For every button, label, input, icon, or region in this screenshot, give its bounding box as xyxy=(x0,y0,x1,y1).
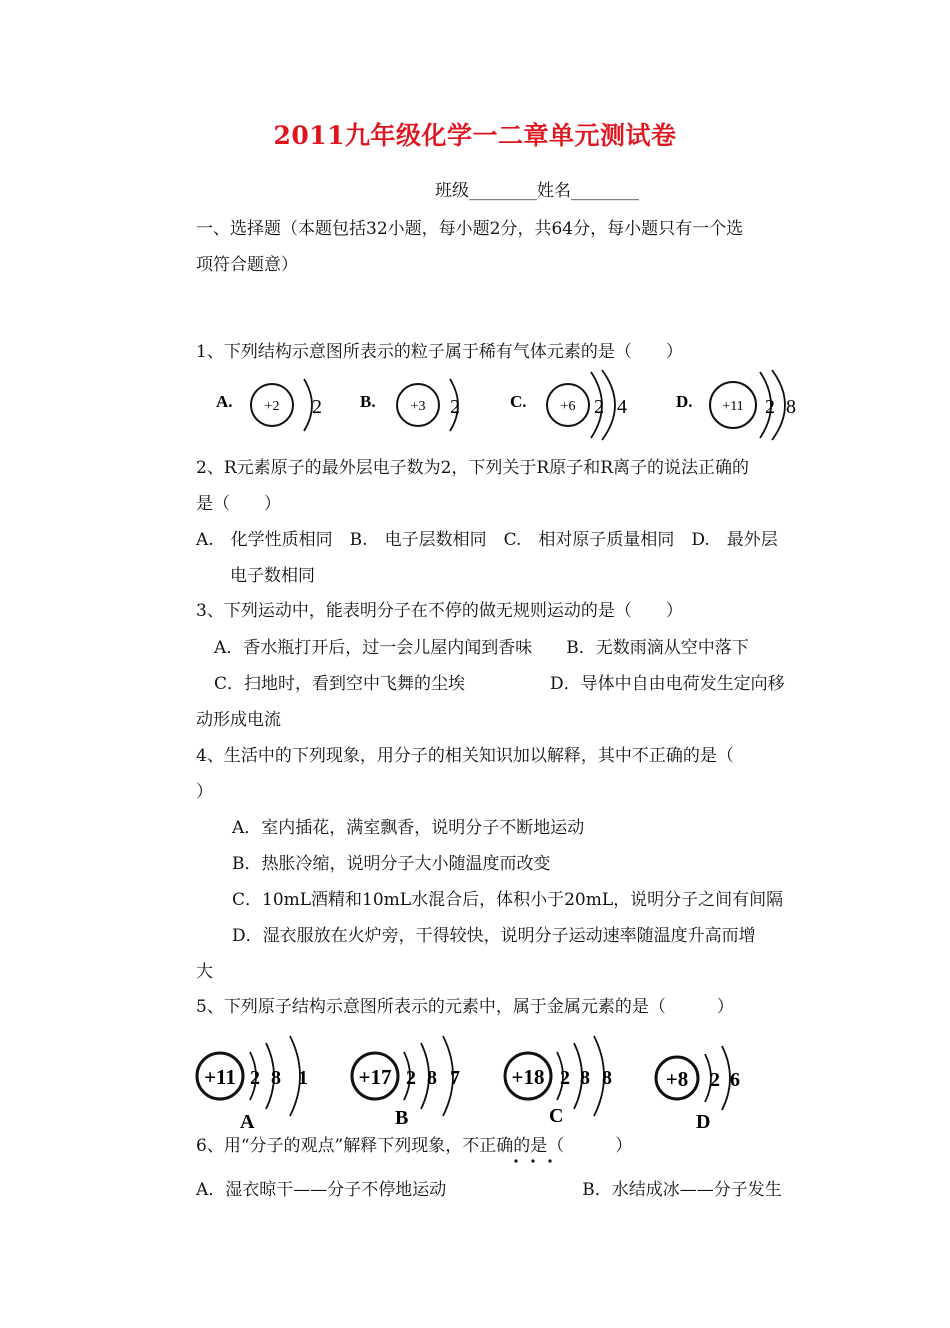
q5-option-c-shell-3: 8 xyxy=(602,1067,612,1089)
q5-option-b-letter: B xyxy=(395,1107,409,1129)
q5-option-a-shell-2: 8 xyxy=(271,1067,281,1089)
q1-option-c-shell-2: 4 xyxy=(617,396,627,418)
q1-option-a[interactable] xyxy=(216,379,322,431)
q1-option-c-nucleus: +6 xyxy=(560,399,576,414)
q3-stem: 3、下列运动中，能表明分子在不停的做无规则运动的是（ ） xyxy=(196,601,683,621)
section1-heading: 一、选择题（本题包括32小题，每小题2分，共64分，每小题只有一个选 xyxy=(196,219,744,239)
q5-option-c[interactable] xyxy=(505,1036,612,1127)
q3-options-cd-cont: 动形成电流 xyxy=(196,710,281,730)
q1-stem: 1、下列结构示意图所表示的粒子属于稀有气体元素的是（ ） xyxy=(196,342,683,362)
q5-option-b-shell-2: 8 xyxy=(427,1067,437,1089)
q5-option-d-shell-1: 2 xyxy=(710,1069,720,1091)
q1-option-c[interactable] xyxy=(510,370,627,440)
q1-option-b-nucleus: +3 xyxy=(410,399,426,414)
q4-option-d: D．湿衣服放在火炉旁，干得较快，说明分子运动速率随温度升高而增 xyxy=(232,926,756,946)
electron-shell-arc xyxy=(304,379,312,431)
q1-option-a-letter: A. xyxy=(216,392,233,411)
q5-option-c-letter: C xyxy=(549,1105,564,1127)
q5-option-d-letter: D xyxy=(696,1111,711,1132)
section1-heading-cont: 项符合题意） xyxy=(196,255,298,275)
q6-options: A．湿衣晾干——分子不停地运动 B．水结成冰——分子发生 xyxy=(196,1180,782,1200)
q5-option-a-shell-3: 1 xyxy=(298,1067,308,1089)
q3-options-cd: C．扫地时，看到空中飞舞的尘埃 D．导体中自由电荷发生定向移 xyxy=(214,674,785,694)
q5-option-a-shell-1: 2 xyxy=(250,1067,260,1089)
q1-option-c-letter: C. xyxy=(510,392,527,411)
q5-stem: 5、下列原子结构示意图所表示的元素中，属于金属元素的是（ ） xyxy=(196,997,734,1017)
emphasis-dots xyxy=(510,1157,560,1165)
exam-title: 2011九年级化学一二章单元测试卷 xyxy=(273,121,677,150)
q4-option-b: B．热胀冷缩，说明分子大小随温度而改变 xyxy=(232,854,551,874)
q5-option-d[interactable] xyxy=(656,1046,740,1132)
q1-option-a-shell-1: 2 xyxy=(312,396,322,418)
q1-option-d-shell-1: 2 xyxy=(765,396,775,418)
q5-option-c-nucleus: +18 xyxy=(511,1065,545,1089)
q5-option-c-shell-2: 8 xyxy=(580,1067,590,1089)
q5-option-b-shell-3: 7 xyxy=(450,1067,460,1089)
q5-diagrams xyxy=(190,1030,770,1132)
q1-option-d-letter: D. xyxy=(676,392,693,411)
q2-options: A. 化学性质相同 B. 电子层数相同 C. 相对原子质量相同 D. 最外层 xyxy=(196,530,778,550)
q4-option-c: C．10mL酒精和10mL水混合后，体积小于20mL，说明分子之间有间隔 xyxy=(232,890,784,910)
q1-diagrams xyxy=(196,368,836,443)
q5-option-d-nucleus: +8 xyxy=(665,1067,689,1091)
q5-option-b-shell-1: 2 xyxy=(406,1067,416,1089)
class-name-line: 班级________姓名________ xyxy=(435,181,639,201)
q2-stem: 2、R元素原子的最外层电子数为2，下列关于R原子和R离子的说法正确的 xyxy=(196,458,750,478)
q1-option-d[interactable] xyxy=(676,370,796,440)
q5-option-a[interactable] xyxy=(197,1036,308,1132)
q3-options-ab: A．香水瓶打开后，过一会儿屋内闻到香味 B．无数雨滴从空中落下 xyxy=(214,638,749,658)
q5-option-b-nucleus: +17 xyxy=(358,1065,392,1089)
q5-option-b[interactable] xyxy=(352,1036,460,1129)
q4-stem: 4、生活中的下列现象，用分子的相关知识加以解释，其中不正确的是（ xyxy=(196,746,734,766)
q4-option-d-cont: 大 xyxy=(196,962,213,982)
q1-option-d-shell-2: 8 xyxy=(786,396,796,418)
q4-option-a: A．室内插花，满室飘香，说明分子不断地运动 xyxy=(232,818,585,838)
q1-option-b-letter: B. xyxy=(360,392,376,411)
q5-option-d-shell-2: 6 xyxy=(730,1069,740,1091)
q2-options-cont: 电子数相同 xyxy=(230,566,315,586)
q1-option-d-nucleus: +11 xyxy=(722,399,744,414)
electron-shell-arc xyxy=(722,1046,730,1110)
q5-option-c-shell-1: 2 xyxy=(560,1067,570,1089)
q1-option-b-shell-1: 2 xyxy=(450,396,460,418)
q1-option-c-shell-1: 2 xyxy=(594,396,604,418)
q5-option-a-nucleus: +11 xyxy=(204,1065,236,1089)
q6-stem: 6、用“分子的观点”解释下列现象，不正确的是（ ） xyxy=(196,1136,633,1156)
q5-option-a-letter: A xyxy=(240,1111,255,1132)
q2-stem-cont: 是（ ） xyxy=(196,494,281,514)
q1-option-b[interactable] xyxy=(360,379,460,431)
q4-stem-cont: ） xyxy=(196,782,213,802)
q1-option-a-nucleus: +2 xyxy=(264,399,280,414)
